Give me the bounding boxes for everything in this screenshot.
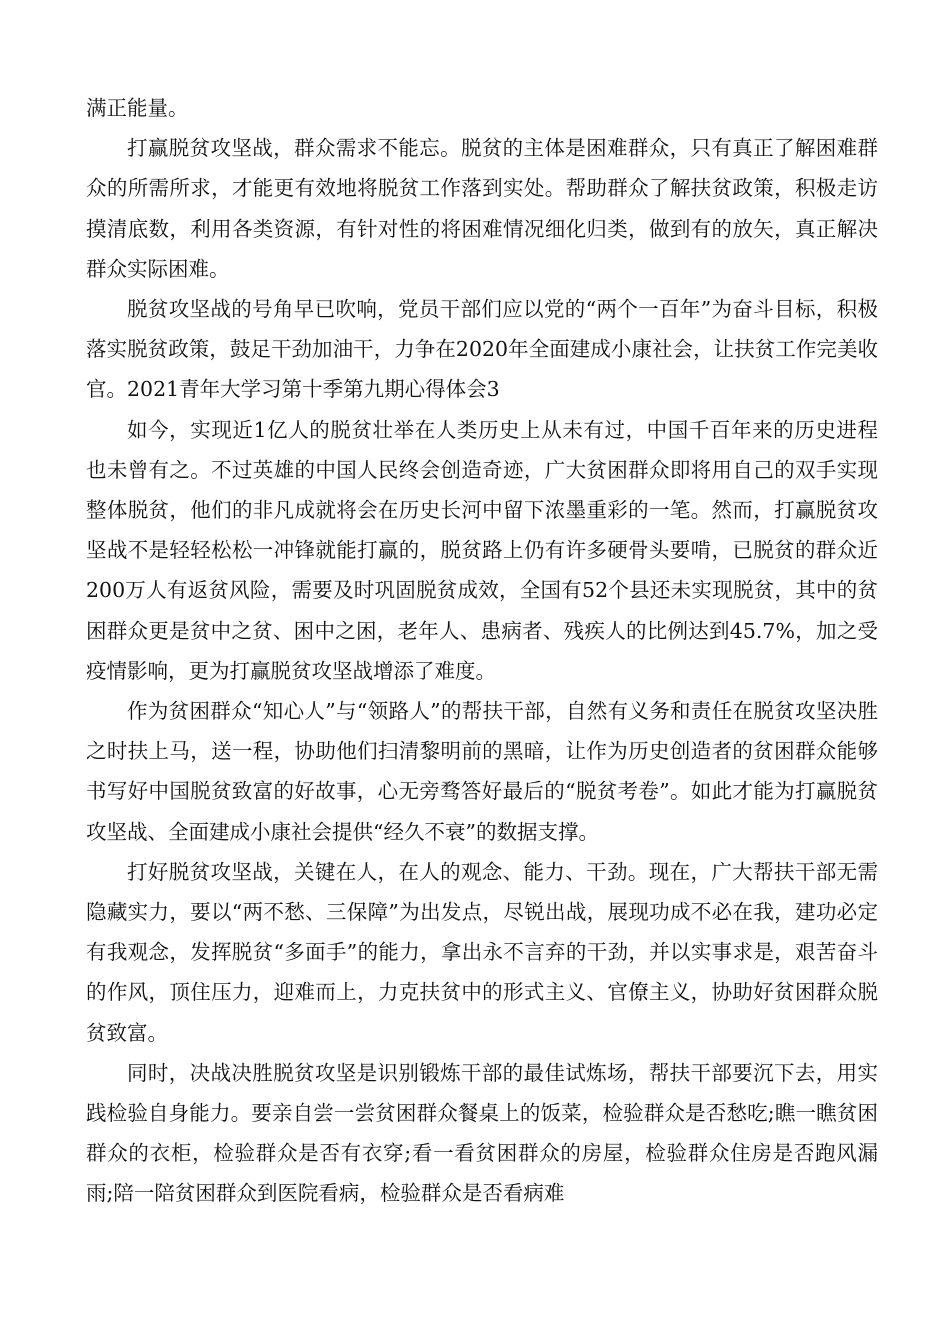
paragraph-6: 打好脱贫攻坚战，关键在人，在人的观念、能力、干劲。现在，广大帮扶干部无需隐藏实力，要以“两不愁、三保障”为出发点，尽锐出战，展现功成不必在我，建功必定有我观念，发挥脱贫“多面手”的能力，拿出永不言弃的干劲，并以实事求是，艰苦奋斗的作风，顶住压力，迎难而上，力克扶贫中的形式主义、官僚主义，协助好贫困群众脱贫致富。 [86, 859, 878, 1045]
paragraph-7: 同时，决战决胜脱贫攻坚是识别锻炼干部的最佳试炼场，帮扶干部要沉下去，用实践检验自身能力。要亲自尝一尝贫困群众餐桌上的饭菜，检验群众是否愁吃;瞧一瞧贫困群众的衣柜，检验群众是否有衣穿;看一看贫困群众的房屋，检验群众住房是否跑风漏雨;陪一陪贫困群众到医院看病，检验群众是否看病难 [86, 1060, 878, 1206]
paragraph-4: 如今，实现近1亿人的脱贫壮举在人类历史上从未有过，中国千百年来的历史进程也未曾有之。不过英雄的中国人民终会创造奇迹，广大贫困群众即将用自己的双手实现整体脱贫，他们的非凡成就将会在历史长河中留下浓墨重彩的一笔。然而，打赢脱贫攻坚战不是轻轻松松一冲锋就能打赢的，脱贫路上仍有许多硬骨头要啃，已脱贫的群众近200万人有返贫风险，需要及时巩固脱贫成效，全国有52个县还未实现脱贫，其中的贫困群众更是贫中之贫、困中之困，老年人、患病者、残疾人的比例达到45.7%，加之受疫情影响，更为打赢脱贫攻坚战增添了难度。 [86, 417, 878, 683]
paragraph-1: 满正能量。 [86, 96, 189, 120]
paragraph-3: 脱贫攻坚战的号角早已吹响，党员干部们应以党的“两个一百年”为奋斗目标，积极落实脱贫政策，鼓足干劲加油干，力争在2020年全面建成小康社会，让扶贫工作完美收官。2021青年大学习第十季第九期心得体会3 [86, 297, 878, 402]
paragraph-2: 打赢脱贫攻坚战，群众需求不能忘。脱贫的主体是困难群众，只有真正了解困难群众的所需所求，才能更有效地将脱贫工作落到实处。帮助群众了解扶贫政策，积极走访摸清底数，利用各类资源，有针对性的将困难情况细化归类，做到有的放矢，真正解决群众实际困难。 [86, 136, 878, 281]
paragraph-5: 作为贫困群众“知心人”与“领路人”的帮扶干部，自然有义务和责任在脱贫攻坚决胜之时扶上马，送一程，协助他们扫清黎明前的黑暗，让作为历史创造者的贫困群众能够书写好中国脱贫致富的好故事，心无旁骛答好最后的“脱贫考卷”。如此才能为打赢脱贫攻坚战、全面建成小康社会提供“经久不衰”的数据支撑。 [86, 699, 878, 844]
document-body [86, 88, 878, 1214]
